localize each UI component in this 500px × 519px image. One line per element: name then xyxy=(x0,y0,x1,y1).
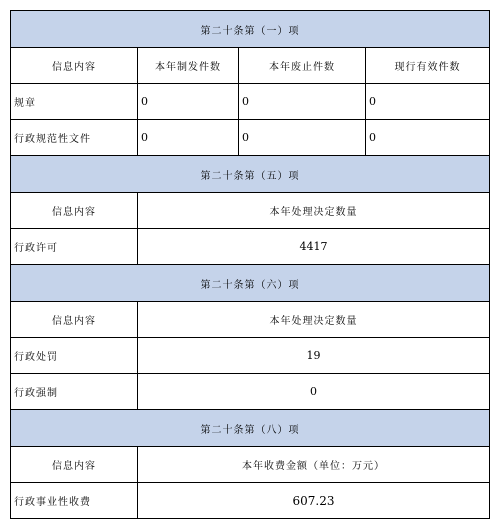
col-header-decision-count: 本年处理决定数量 xyxy=(138,193,490,229)
table-row xyxy=(11,374,490,410)
cell-value: 0 xyxy=(239,120,366,156)
col-header-repealed-count: 本年废止件数 xyxy=(239,48,366,84)
col-header-fee-amount: 本年收费金额（单位：万元） xyxy=(138,447,490,483)
cell-value: 19 xyxy=(138,338,490,374)
table-row xyxy=(11,338,490,374)
row-label: 行政事业性收费 xyxy=(11,483,138,519)
section-header-20-1 xyxy=(11,11,490,48)
section-title: 第二十条第（八）项 xyxy=(11,410,490,447)
row-label: 规章 xyxy=(11,84,138,120)
cell-value: 4417 xyxy=(138,229,490,265)
column-header-row xyxy=(11,447,490,483)
col-header-info-content: 信息内容 xyxy=(11,447,138,483)
table-row xyxy=(11,483,490,519)
cell-value: 0 xyxy=(239,84,366,120)
cell-value: 0 xyxy=(366,84,490,120)
section-header-20-8 xyxy=(11,410,490,447)
col-header-info-content: 信息内容 xyxy=(11,48,138,84)
cell-value: 607.23 xyxy=(138,483,490,519)
col-header-decision-count: 本年处理决定数量 xyxy=(138,302,490,338)
section-title: 第二十条第（五）项 xyxy=(11,156,490,193)
cell-value: 0 xyxy=(366,120,490,156)
column-header-row xyxy=(11,193,490,229)
row-label: 行政强制 xyxy=(11,374,138,410)
col-header-info-content: 信息内容 xyxy=(11,302,138,338)
cell-value: 0 xyxy=(138,120,239,156)
table-row xyxy=(11,84,490,120)
disclosure-table xyxy=(10,10,490,519)
col-header-valid-count: 现行有效件数 xyxy=(366,48,490,84)
table-row xyxy=(11,120,490,156)
section-title: 第二十条第（六）项 xyxy=(11,265,490,302)
row-label: 行政处罚 xyxy=(11,338,138,374)
column-header-row xyxy=(11,302,490,338)
row-label: 行政许可 xyxy=(11,229,138,265)
cell-value: 0 xyxy=(138,374,490,410)
row-label: 行政规范性文件 xyxy=(11,120,138,156)
table-row xyxy=(11,229,490,265)
column-header-row xyxy=(11,48,490,84)
section-title: 第二十条第（一）项 xyxy=(11,11,490,48)
col-header-info-content: 信息内容 xyxy=(11,193,138,229)
section-header-20-6 xyxy=(11,265,490,302)
col-header-issued-count: 本年制发件数 xyxy=(138,48,239,84)
cell-value: 0 xyxy=(138,84,239,120)
section-header-20-5 xyxy=(11,156,490,193)
